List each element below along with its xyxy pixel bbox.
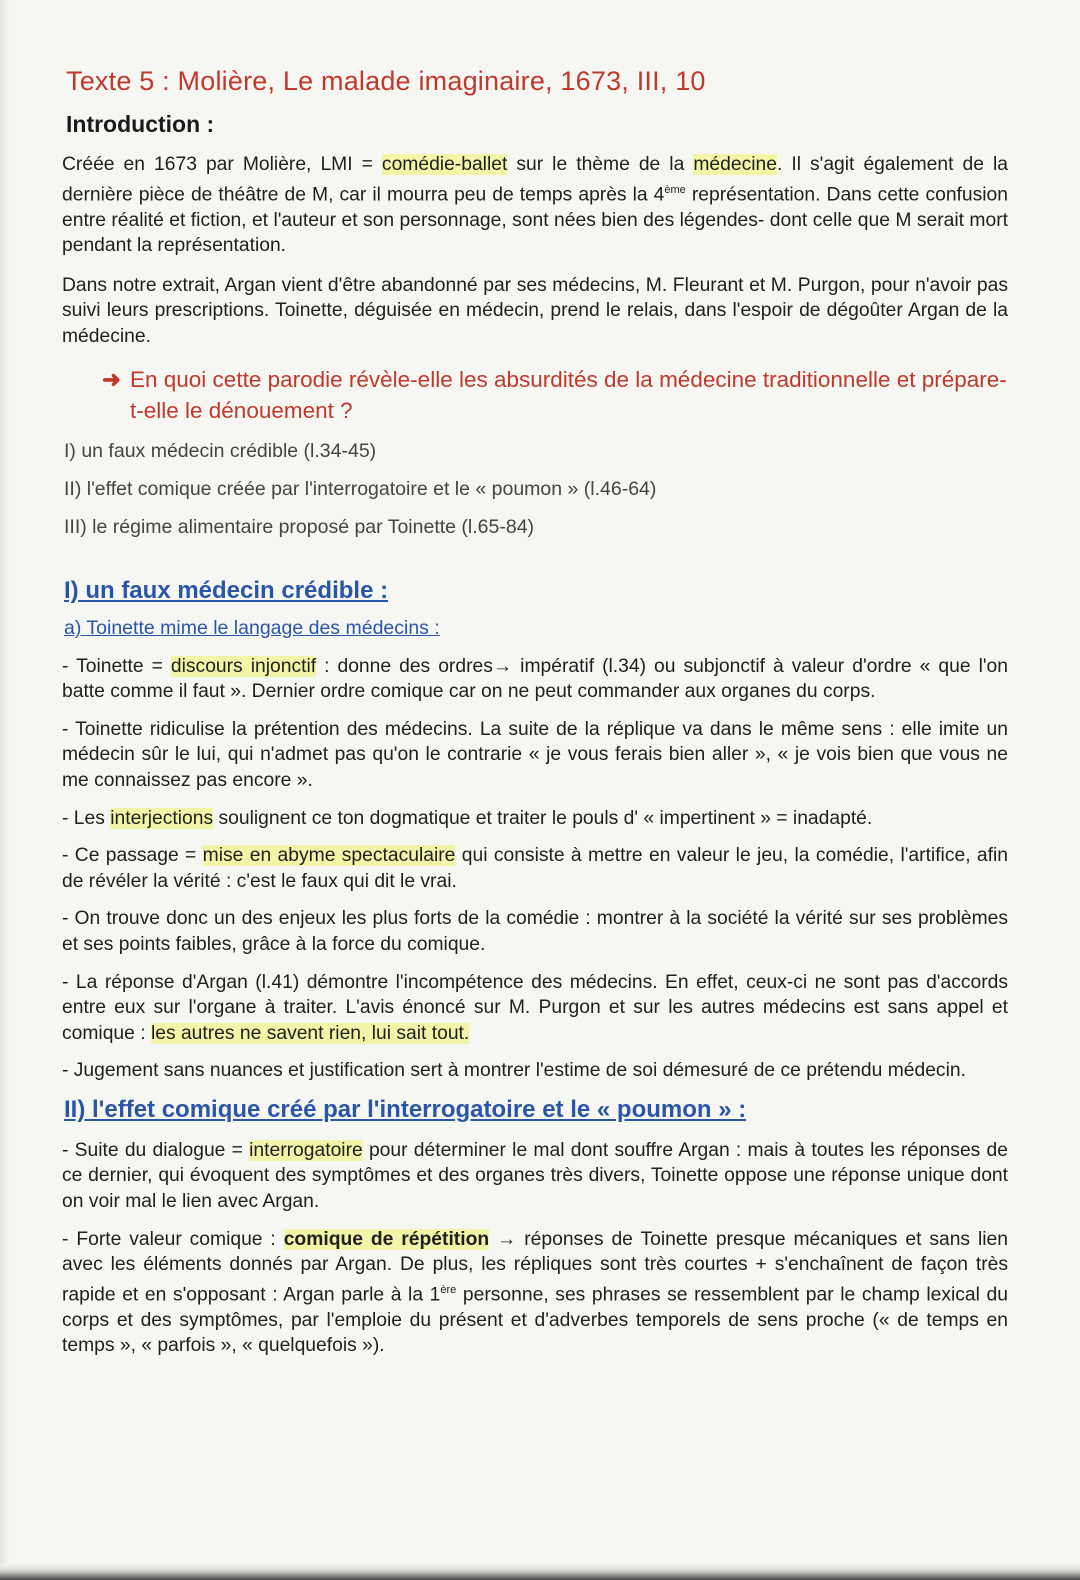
highlight-comedie-ballet: comédie-ballet [381,154,508,175]
arrow-right-icon: ➜ [102,366,121,392]
section-1-bullet-2: - Toinette ridiculise la prétention des médecins. La suite de la réplique va dans le même sens : elle imite un médecin sûr le lui, qui n'admet pas qu'on le contrarie « je vous ferais bien aller », « je vois bien que vous ne me connaissez pas encore ». [62,718,1008,791]
section-1a-subtitle: a) Toinette mime le langage des médecins : [64,616,440,639]
highlight-autres-ne-savent-rien: les autres ne savent rien, lui sait tout. [150,1022,470,1044]
section-1-bullet-1: - Toinette = discours injonctif : donne des ordres→ impératif (l.34) ou subjonctif à valeur d'ordre « que l'on batte comme il faut ». Dernier ordre comique car on ne peut commander aux organes du corps. [62,655,1008,703]
highlight-interjections: interjections [110,807,214,829]
section-1-bullet-5: - On trouve donc un des enjeux les plus forts de la comédie : montrer à la société la vérité sur ses problèmes et ses points faibles, grâce à la force du comique. [62,908,1008,955]
question-text: En quoi cette parodie révèle-elle les absurdités de la médecine traditionnelle et prépare-t-elle le dénouement ? [130,366,1007,423]
intro-paragraph-2: Dans notre extrait, Argan vient d'être abandonné par ses médecins, M. Fleurant et M. Purgon, pour n'avoir pas suivi leurs prescriptions. Toinette, déguisée en médecin, prend le relais, dans l'espoir de dégoûter Argan de la médecine. [62,274,1008,347]
plan-item-1: I) un faux médecin crédible (l.34-45) [64,439,377,462]
section-1-bullet-4: - Ce passage = mise en abyme spectaculaire qui consiste à mettre en valeur le jeu, la comédie, l'artifice, afin de révéler la vérité : c'est le faux qui dit le vrai. [62,845,1009,892]
section-2-bullet-2: - Forte valeur comique : comique de répétition → réponses de Toinette presque mécaniques et sans lien avec les éléments donnés par Argan. De plus, les répliques sont très courtes + s'enchaînent de façon très rapide et en s'opposant : Argan parle à la 1ère personne, ses phrases se ressemblent par le champ lexical du corps et des symptômes, par l'emploie du présent et d'adverbes temporels de sens proche (« de temps en temps », « parfois », « quelquefois »). [62,1228,1008,1357]
intro-heading: Introduction : [66,111,215,137]
highlight-interrogatoire: interrogatoire [249,1139,363,1161]
highlight-discours-injonctif: discours injonctif [170,655,317,677]
section-1-bullet-7: - Jugement sans nuances et justification sert à montrer l'estime de soi démesuré de ce prétendu médecin. [62,1060,966,1082]
plan-item-3: III) le régime alimentaire proposé par Toinette (l.65-84) [64,515,535,538]
intro-paragraph-1: Créée en 1673 par Molière, LMI = comédie-ballet sur le thème de la médecine. Il s'agit également de la dernière pièce de théâtre de M, car il mourra peu de temps après la 4ème représentation. Dans cette confusion entre réalité et fiction, et l'auteur et son personnage, sont nées bien des légendes- dont celle que M serait mort pendant la représentation. [62,154,1009,257]
section-1-bullet-6: - La réponse d'Argan (l.41) démontre l'incompétence des médecins. En effet, ceux-ci ne sont pas d'accords entre eux sur l'organe à traiter. L'avis énoncé sur M. Purgon et sur les autres médecins est sans appel et comique : les autres ne savent rien, lui sait tout. [62,971,1008,1044]
highlight-medecine: médecine [693,154,777,175]
highlight-mise-en-abyme: mise en abyme spectaculaire [202,845,456,867]
section-2-title: II) l'effet comique créé par l'interrogatoire et le « poumon » : [64,1095,747,1123]
section-1-bullet-3: - Les interjections soulignent ce ton dogmatique et traiter le pouls d' « impertinent » = inadapté. [62,807,873,829]
section-1-title: I) un faux médecin crédible : [64,576,389,604]
page-left-shadow [0,0,10,1580]
document-title: Texte 5 : Molière, Le malade imaginaire, 1673, III, 10 [66,66,706,96]
plan-item-2: II) l'effet comique créée par l'interrogatoire et le « poumon » (l.46-64) [64,477,657,500]
section-2-bullet-1: - Suite du dialogue = interrogatoire pour déterminer le mal dont souffre Argan : mais à toutes les réponses de ce dernier, qui évoquent des symptômes et des organes très divers, Toinette oppose une réponse unique dont on voir mal le lien avec Argan. [62,1139,1008,1213]
page-bottom-edge [0,1564,1080,1580]
problematique [102,364,1008,426]
highlight-comique-de-repetition: comique de répétition [283,1228,490,1250]
